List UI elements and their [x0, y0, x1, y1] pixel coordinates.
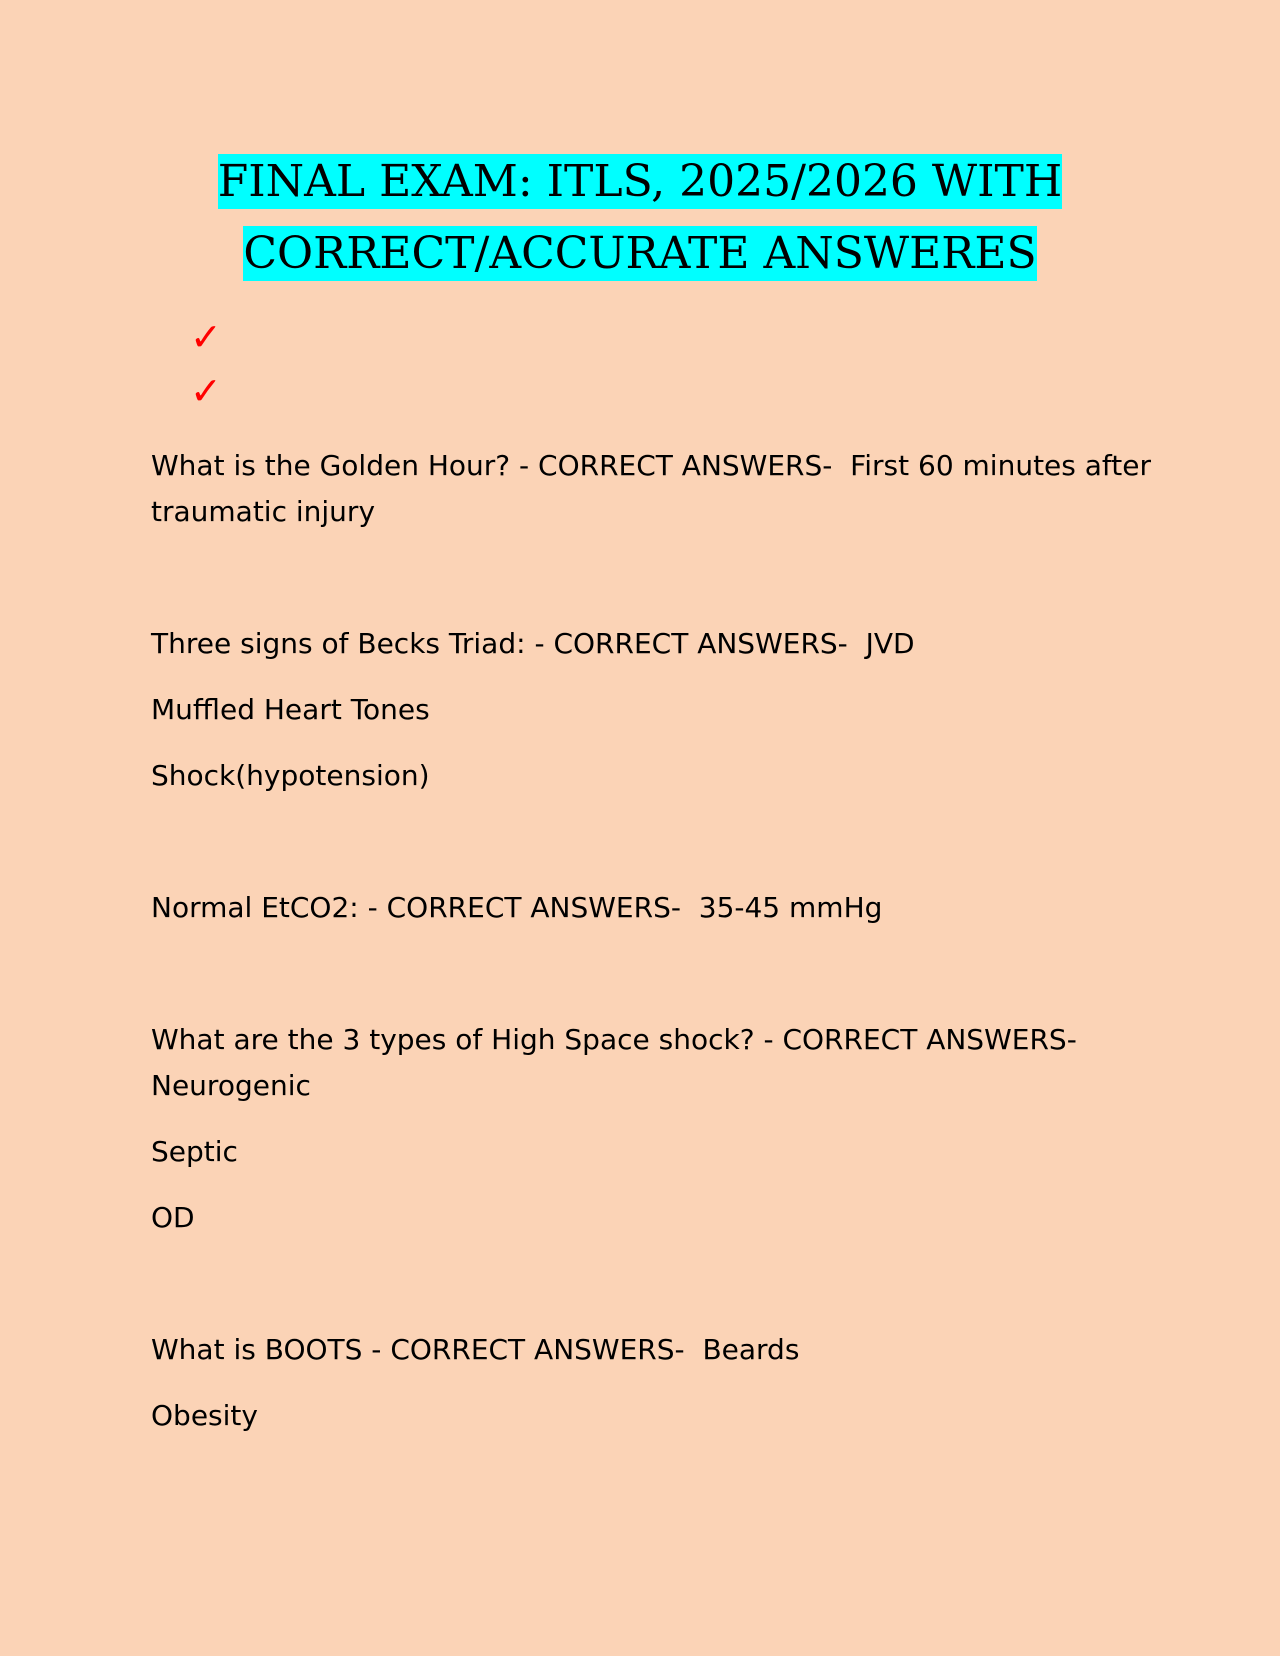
qa-item-boots — [151, 1327, 1151, 1439]
title-line-2: CORRECT/ACCURATE ANSWERES — [243, 228, 1037, 279]
answer-item: Shock(hypotension) — [151, 759, 430, 792]
question-line: Three signs of Becks Triad: - CORRECT ANSWERS- JVD — [151, 627, 915, 660]
qa-list — [151, 443, 1151, 1439]
checkmark-icon: ✓ — [190, 369, 222, 413]
answer-item: Obesity — [151, 1399, 258, 1432]
title-line-1: FINAL EXAM: ITLS, 2025/2026 WITH — [217, 156, 1063, 207]
document-title — [0, 146, 1280, 290]
answer-item: OD — [151, 1201, 195, 1234]
answer-item: Muffled Heart Tones — [151, 693, 430, 726]
question-line: What is the Golden Hour? - CORRECT ANSWERS- First 60 minutes after — [151, 449, 1152, 482]
checkmark-icon: ✓ — [190, 315, 222, 359]
question-line: Normal EtCO2: - CORRECT ANSWERS- 35-45 mmHg — [151, 891, 883, 924]
qa-item-etco2 — [151, 885, 1151, 931]
question-line: What is BOOTS - CORRECT ANSWERS- Beards — [151, 1333, 800, 1366]
answer-item: Septic — [151, 1135, 238, 1168]
qa-item-high-space-shock — [151, 1017, 1151, 1241]
checkmark-list — [190, 310, 222, 418]
qa-item-golden-hour — [151, 443, 1151, 535]
qa-item-becks-triad — [151, 621, 1151, 799]
question-line: What are the 3 types of High Space shock? - CORRECT ANSWERS- — [151, 1023, 1077, 1056]
question-line-wrap: Neurogenic — [151, 1069, 311, 1102]
question-line-wrap: traumatic injury — [151, 495, 376, 528]
